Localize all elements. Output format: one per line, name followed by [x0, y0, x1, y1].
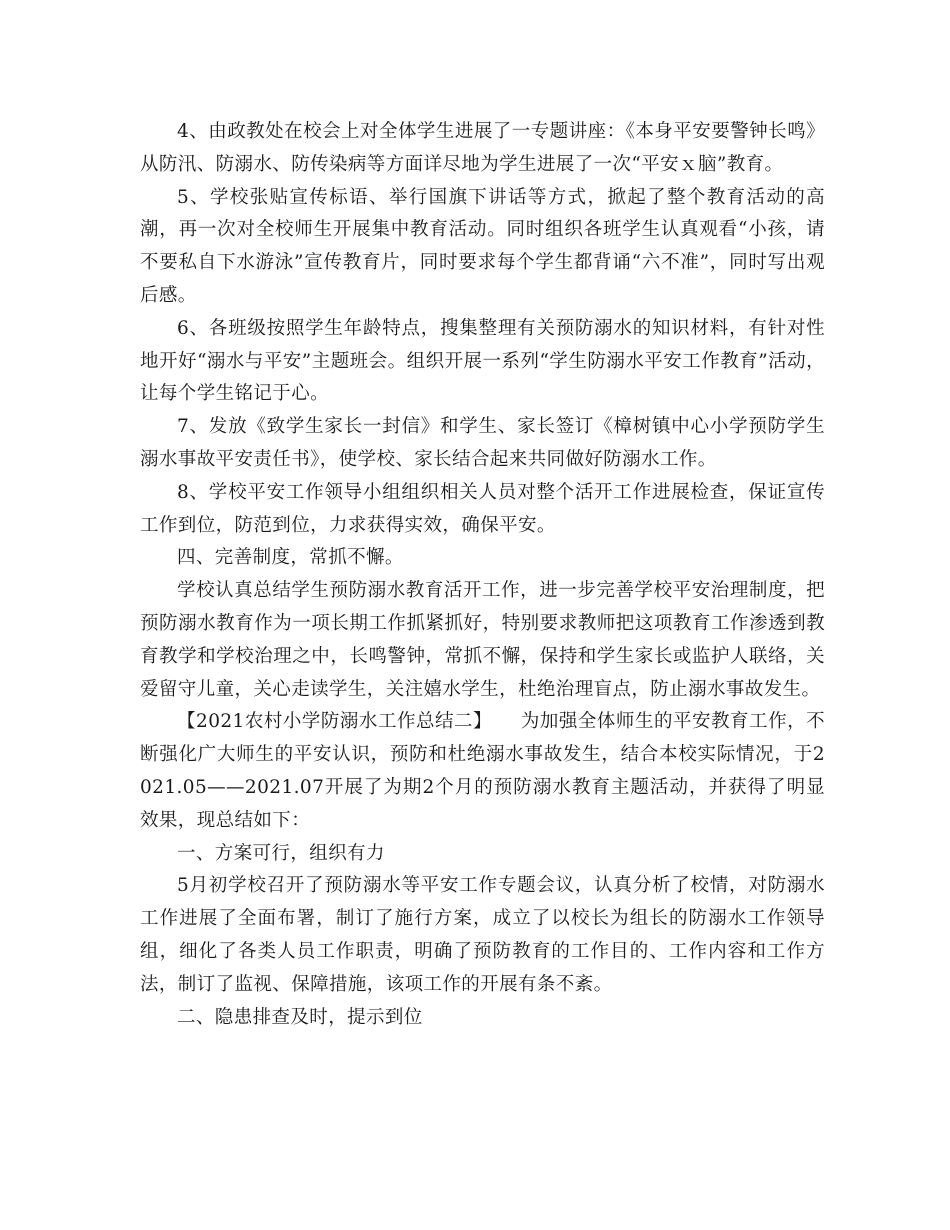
- paragraph-item-8: 8、学校平安工作领导小组组织相关人员对整个活开工作进展检查，保证宣传工作到位，防范到位，力求获得实效，确保平安。: [140, 481, 825, 536]
- paragraph-item-7: 7、发放《致学生家长一封信》和学生、家长签订《樟树镇中心小学预防学生溺水事故平安责任书》，使学校、家长结合起来共同做好防溺水工作。: [140, 416, 825, 470]
- paragraph-summary-two-intro: 【2021农村小学防溺水工作总结二】 为加强全体师生的平安教育工作，不断强化广大师生的平安认识，预防和杜绝溺水事故发生，结合本校实际情况，于2021.05——2021.07开展了为期2个月的预防溺水教育主题活动，并获得了明显效果，现总结如下：: [140, 711, 825, 831]
- section-heading-four: 四、完善制度，常抓不懈。: [177, 547, 404, 569]
- section-heading-two: 二、隐患排查及时，提示到位: [177, 1006, 423, 1028]
- document-body: [140, 116, 825, 1034]
- paragraph-section-four-body: 学校认真总结学生预防溺水教育活开工作，进一步完善学校平安治理制度，把预防溺水教育作为一项长期工作抓紧抓好，特别要求教师把这项教育工作渗透到教育教学和学校治理之中，长鸣警钟，常抓不懈，保持和学生家长或监护人联络，关爱留守儿童，关心走读学生，关注嬉水学生，杜绝治理盲点，防止溺水事故发生。: [140, 580, 825, 700]
- paragraph-item-5: 5、学校张贴宣传标语、举行国旗下讲话等方式，掀起了整个教育活动的高潮，再一次对全校师生开展集中教育活动。同时组织各班学生认真观看“小孩，请不要私自下水游泳”宣传教育片，同时要求每个学生都背诵“六不准”，同时写出观后感。: [140, 186, 825, 306]
- paragraph-item-6: 6、各班级按照学生年龄特点，搜集整理有关预防溺水的知识材料，有针对性地开好“溺水与平安”主题班会。组织开展一系列“学生防溺水平安工作教育”活动，让每个学生铭记于心。: [140, 317, 825, 405]
- section-heading-one: 一、方案可行，组织有力: [177, 842, 385, 864]
- paragraph-section-one-body: 5月初学校召开了预防溺水等平安工作专题会议，认真分析了校情，对防溺水工作进展了全面布署，制订了施行方案，成立了以校长为组长的防溺水工作领导组，细化了各类人员工作职责，明确了预防教育的工作目的、工作内容和工作方法，制订了监视、保障措施，该项工作的开展有条不紊。: [140, 875, 825, 995]
- paragraph-item-4: 4、由政教处在校会上对全体学生进展了一专题讲座：《本身平安要警钟长鸣》从防汛、防溺水、防传染病等方面详尽地为学生进展了一次“平安ｘ脑”教育。: [140, 121, 825, 175]
